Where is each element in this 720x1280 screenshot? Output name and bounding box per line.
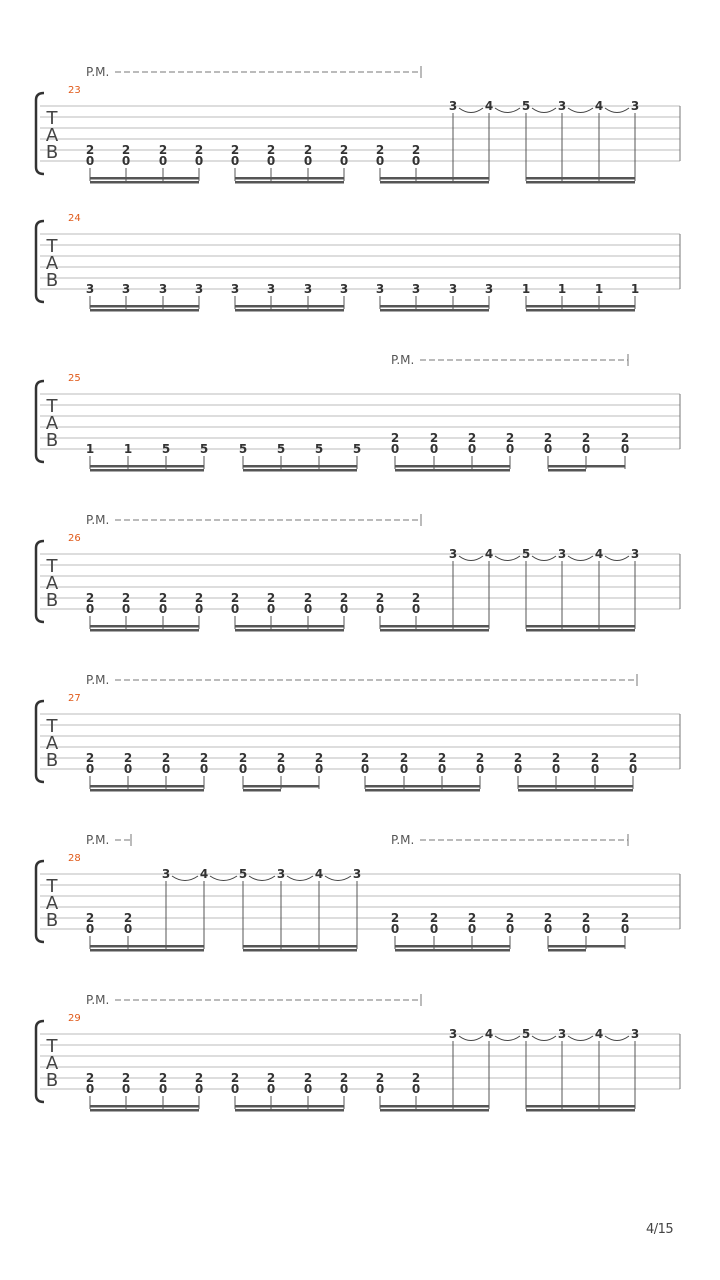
fret-number: 2 xyxy=(551,751,561,765)
fret-number: 3 xyxy=(630,99,640,113)
fret-number: 0 xyxy=(194,602,204,616)
staff-system-25 xyxy=(36,353,680,472)
beam xyxy=(90,1109,199,1112)
tab-letter-b: B xyxy=(45,1070,59,1091)
fret-number: 0 xyxy=(266,602,276,616)
beam xyxy=(380,181,489,184)
fret-number: 2 xyxy=(238,751,248,765)
fret-number: 0 xyxy=(303,602,313,616)
fret-number: 2 xyxy=(620,911,630,925)
measure-number: 27 xyxy=(68,693,81,704)
fret-number: 4 xyxy=(484,547,494,561)
fret-number: 0 xyxy=(375,1082,385,1096)
fret-number: 0 xyxy=(411,602,421,616)
beam xyxy=(380,305,489,308)
slur xyxy=(495,108,520,113)
tab-letter-b: B xyxy=(45,750,59,771)
tab-letter-a: A xyxy=(45,733,59,754)
fret-number: 2 xyxy=(85,591,95,605)
fret-number: 2 xyxy=(620,431,630,445)
fret-number: 2 xyxy=(581,431,591,445)
beam xyxy=(235,305,344,308)
page-number: 4/15 xyxy=(646,1222,674,1237)
beam xyxy=(526,1109,635,1112)
fret-number: 5 xyxy=(521,1027,531,1041)
fret-number: 3 xyxy=(375,282,385,296)
fret-number: 2 xyxy=(303,143,313,157)
fret-number: 0 xyxy=(276,762,286,776)
beam xyxy=(548,949,586,952)
fret-number: 0 xyxy=(620,442,630,456)
fret-number: 0 xyxy=(230,1082,240,1096)
beam xyxy=(380,1109,489,1112)
tab-letter-t: T xyxy=(46,108,58,129)
fret-number: 0 xyxy=(123,762,133,776)
beam xyxy=(395,465,510,468)
beam xyxy=(548,945,586,948)
beam xyxy=(526,1105,635,1108)
fret-number: 1 xyxy=(123,442,133,456)
tab-letter-t: T xyxy=(46,556,58,577)
fret-number: 0 xyxy=(121,602,131,616)
fret-number: 2 xyxy=(339,1071,349,1085)
fret-number: 0 xyxy=(303,1082,313,1096)
beam xyxy=(526,309,635,312)
fret-number: 2 xyxy=(85,751,95,765)
slur xyxy=(287,876,313,881)
fret-number: 0 xyxy=(303,154,313,168)
fret-number: 0 xyxy=(199,762,209,776)
beam xyxy=(235,177,344,180)
measure-number: 28 xyxy=(68,853,81,864)
palm-mute-label: P.M. xyxy=(391,353,415,367)
slur xyxy=(605,108,629,113)
fret-number: 0 xyxy=(161,762,171,776)
beam xyxy=(548,465,586,468)
palm-mute-label: P.M. xyxy=(86,673,110,687)
fret-number: 3 xyxy=(158,282,168,296)
fret-number: 2 xyxy=(628,751,638,765)
fret-number: 0 xyxy=(375,602,385,616)
fret-number: 0 xyxy=(411,1082,421,1096)
fret-number: 2 xyxy=(375,591,385,605)
beam xyxy=(90,949,204,952)
beam xyxy=(380,625,489,628)
fret-number: 0 xyxy=(238,762,248,776)
fret-number: 2 xyxy=(266,1071,276,1085)
fret-number: 2 xyxy=(230,143,240,157)
fret-number: 2 xyxy=(429,911,439,925)
fret-number: 2 xyxy=(314,751,324,765)
beam xyxy=(395,949,510,952)
fret-number: 0 xyxy=(123,922,133,936)
fret-number: 0 xyxy=(399,762,409,776)
fret-number: 4 xyxy=(484,1027,494,1041)
staff-bracket xyxy=(36,221,44,302)
fret-number: 0 xyxy=(360,762,370,776)
tab-letter-a: A xyxy=(45,413,59,434)
tab-letter-a: A xyxy=(45,573,59,594)
fret-number: 3 xyxy=(339,282,349,296)
beam xyxy=(380,309,489,312)
beam xyxy=(90,785,204,788)
measure-number: 26 xyxy=(68,533,81,544)
fret-number: 3 xyxy=(630,547,640,561)
fret-number: 2 xyxy=(158,1071,168,1085)
fret-number: 2 xyxy=(199,751,209,765)
staff-system-29 xyxy=(36,993,680,1112)
fret-number: 0 xyxy=(505,442,515,456)
beam xyxy=(526,181,635,184)
fret-number: 2 xyxy=(543,911,553,925)
fret-number: 2 xyxy=(467,431,477,445)
fret-number: 1 xyxy=(521,282,531,296)
fret-number: 3 xyxy=(194,282,204,296)
fret-number: 0 xyxy=(375,154,385,168)
fret-number: 0 xyxy=(437,762,447,776)
fret-number: 0 xyxy=(620,922,630,936)
slur xyxy=(325,876,351,881)
staff-system-27 xyxy=(36,673,680,792)
beam xyxy=(380,177,489,180)
fret-number: 2 xyxy=(339,591,349,605)
fret-number: 4 xyxy=(594,99,604,113)
measure-number: 24 xyxy=(68,213,81,224)
fret-number: 2 xyxy=(161,751,171,765)
fret-number: 2 xyxy=(437,751,447,765)
beam xyxy=(90,177,199,180)
fret-number: 2 xyxy=(399,751,409,765)
slur xyxy=(459,1036,483,1041)
fret-number: 0 xyxy=(411,154,421,168)
fret-number: 2 xyxy=(85,1071,95,1085)
fret-number: 3 xyxy=(484,282,494,296)
fret-number: 2 xyxy=(475,751,485,765)
staff-system-28 xyxy=(36,833,680,952)
tab-letter-a: A xyxy=(45,893,59,914)
fret-number: 2 xyxy=(85,911,95,925)
fret-number: 0 xyxy=(581,922,591,936)
fret-number: 3 xyxy=(448,99,458,113)
beam xyxy=(380,629,489,632)
fret-number: 0 xyxy=(85,1082,95,1096)
fret-number: 2 xyxy=(123,911,133,925)
fret-number: 1 xyxy=(85,442,95,456)
beam xyxy=(235,181,344,184)
fret-number: 2 xyxy=(411,143,421,157)
fret-number: 0 xyxy=(339,602,349,616)
fret-number: 2 xyxy=(467,911,477,925)
slur xyxy=(532,1036,556,1041)
fret-number: 2 xyxy=(303,591,313,605)
tab-letter-b: B xyxy=(45,430,59,451)
palm-mute-label: P.M. xyxy=(86,993,110,1007)
fret-number: 4 xyxy=(199,867,209,881)
fret-number: 5 xyxy=(238,867,248,881)
fret-number: 0 xyxy=(266,154,276,168)
fret-number: 3 xyxy=(85,282,95,296)
fret-number: 2 xyxy=(339,143,349,157)
fret-number: 0 xyxy=(266,1082,276,1096)
fret-number: 5 xyxy=(521,99,531,113)
beam xyxy=(243,945,357,948)
staff-bracket xyxy=(36,701,44,782)
fret-number: 0 xyxy=(581,442,591,456)
tab-letter-a: A xyxy=(45,253,59,274)
tab-letter-t: T xyxy=(46,716,58,737)
fret-number: 2 xyxy=(230,1071,240,1085)
fret-number: 2 xyxy=(266,591,276,605)
measure-number: 25 xyxy=(68,373,81,384)
fret-number: 2 xyxy=(194,1071,204,1085)
beam xyxy=(281,785,319,788)
palm-mute-label: P.M. xyxy=(86,513,110,527)
fret-number: 0 xyxy=(85,154,95,168)
fret-number: 2 xyxy=(429,431,439,445)
slur xyxy=(605,1036,629,1041)
fret-number: 0 xyxy=(551,762,561,776)
fret-number: 1 xyxy=(557,282,567,296)
fret-number: 1 xyxy=(594,282,604,296)
fret-number: 2 xyxy=(158,591,168,605)
fret-number: 2 xyxy=(505,431,515,445)
beam xyxy=(395,945,510,948)
fret-number: 4 xyxy=(594,547,604,561)
beam xyxy=(90,181,199,184)
slur xyxy=(568,108,593,113)
measure-number: 29 xyxy=(68,1013,81,1024)
fret-number: 2 xyxy=(230,591,240,605)
fret-number: 3 xyxy=(557,547,567,561)
fret-number: 2 xyxy=(85,143,95,157)
beam xyxy=(90,789,204,792)
beam xyxy=(365,789,480,792)
fret-number: 2 xyxy=(581,911,591,925)
fret-number: 2 xyxy=(543,431,553,445)
fret-number: 0 xyxy=(390,442,400,456)
beam xyxy=(243,785,281,788)
fret-number: 0 xyxy=(628,762,638,776)
fret-number: 3 xyxy=(352,867,362,881)
fret-number: 2 xyxy=(375,1071,385,1085)
beam xyxy=(526,305,635,308)
fret-number: 3 xyxy=(448,1027,458,1041)
fret-number: 2 xyxy=(266,143,276,157)
beam xyxy=(235,309,344,312)
tab-letter-t: T xyxy=(46,876,58,897)
staff-system-26 xyxy=(36,513,680,632)
beam xyxy=(243,465,357,468)
fret-number: 2 xyxy=(121,591,131,605)
fret-number: 2 xyxy=(121,1071,131,1085)
fret-number: 0 xyxy=(590,762,600,776)
fret-number: 0 xyxy=(230,602,240,616)
beam xyxy=(90,629,199,632)
fret-number: 0 xyxy=(121,154,131,168)
fret-number: 2 xyxy=(121,143,131,157)
tab-letter-t: T xyxy=(46,1036,58,1057)
beam xyxy=(235,1109,344,1112)
beam xyxy=(548,469,586,472)
fret-number: 5 xyxy=(314,442,324,456)
beam xyxy=(395,469,510,472)
beam xyxy=(586,465,625,468)
beam xyxy=(90,469,204,472)
beam xyxy=(90,309,199,312)
fret-number: 4 xyxy=(484,99,494,113)
fret-number: 0 xyxy=(158,154,168,168)
fret-number: 0 xyxy=(543,922,553,936)
fret-number: 2 xyxy=(513,751,523,765)
slur xyxy=(459,556,483,561)
beam xyxy=(90,305,199,308)
tab-letter-b: B xyxy=(45,142,59,163)
fret-number: 0 xyxy=(513,762,523,776)
tab-letter-t: T xyxy=(46,236,58,257)
palm-mute-label: P.M. xyxy=(86,65,110,79)
tab-letter-a: A xyxy=(45,1053,59,1074)
staff-bracket xyxy=(36,861,44,942)
fret-number: 3 xyxy=(303,282,313,296)
fret-number: 3 xyxy=(448,282,458,296)
fret-number: 2 xyxy=(276,751,286,765)
slur xyxy=(532,108,556,113)
beam xyxy=(235,1105,344,1108)
fret-number: 2 xyxy=(194,143,204,157)
slur xyxy=(568,1036,593,1041)
fret-number: 0 xyxy=(339,1082,349,1096)
staff-system-23 xyxy=(36,65,680,184)
fret-number: 0 xyxy=(194,154,204,168)
slur xyxy=(172,876,198,881)
fret-number: 3 xyxy=(121,282,131,296)
slur xyxy=(605,556,629,561)
beam xyxy=(90,625,199,628)
fret-number: 3 xyxy=(161,867,171,881)
slur xyxy=(532,556,556,561)
fret-number: 2 xyxy=(158,143,168,157)
fret-number: 2 xyxy=(194,591,204,605)
beam xyxy=(243,469,357,472)
tab-letter-b: B xyxy=(45,910,59,931)
fret-number: 4 xyxy=(314,867,324,881)
fret-number: 5 xyxy=(199,442,209,456)
beam xyxy=(243,949,357,952)
fret-number: 3 xyxy=(557,1027,567,1041)
fret-number: 0 xyxy=(505,922,515,936)
beam xyxy=(90,465,204,468)
beam xyxy=(235,625,344,628)
fret-number: 0 xyxy=(543,442,553,456)
fret-number: 0 xyxy=(158,602,168,616)
staff-bracket xyxy=(36,93,44,174)
fret-number: 2 xyxy=(303,1071,313,1085)
fret-number: 2 xyxy=(390,431,400,445)
tab-letter-a: A xyxy=(45,125,59,146)
fret-number: 5 xyxy=(352,442,362,456)
tab-letter-b: B xyxy=(45,270,59,291)
fret-number: 0 xyxy=(390,922,400,936)
fret-number: 0 xyxy=(85,602,95,616)
fret-number: 0 xyxy=(467,442,477,456)
staff-bracket xyxy=(36,541,44,622)
fret-number: 2 xyxy=(411,1071,421,1085)
fret-number: 2 xyxy=(411,591,421,605)
fret-number: 3 xyxy=(266,282,276,296)
beam xyxy=(365,785,480,788)
beam xyxy=(518,789,633,792)
tab-letter-b: B xyxy=(45,590,59,611)
staff-system-24 xyxy=(36,213,680,312)
fret-number: 0 xyxy=(314,762,324,776)
fret-number: 2 xyxy=(360,751,370,765)
fret-number: 2 xyxy=(123,751,133,765)
fret-number: 5 xyxy=(161,442,171,456)
fret-number: 0 xyxy=(121,1082,131,1096)
fret-number: 2 xyxy=(390,911,400,925)
fret-number: 0 xyxy=(158,1082,168,1096)
fret-number: 0 xyxy=(85,922,95,936)
fret-number: 0 xyxy=(230,154,240,168)
beam xyxy=(90,1105,199,1108)
fret-number: 1 xyxy=(630,282,640,296)
slur xyxy=(249,876,275,881)
fret-number: 2 xyxy=(505,911,515,925)
slur xyxy=(495,556,520,561)
fret-number: 5 xyxy=(521,547,531,561)
fret-number: 3 xyxy=(230,282,240,296)
fret-number: 4 xyxy=(594,1027,604,1041)
fret-number: 5 xyxy=(276,442,286,456)
tab-letter-t: T xyxy=(46,396,58,417)
fret-number: 0 xyxy=(475,762,485,776)
beam xyxy=(526,625,635,628)
fret-number: 0 xyxy=(194,1082,204,1096)
fret-number: 3 xyxy=(276,867,286,881)
fret-number: 0 xyxy=(339,154,349,168)
fret-number: 0 xyxy=(467,922,477,936)
fret-number: 3 xyxy=(630,1027,640,1041)
beam xyxy=(526,629,635,632)
beam xyxy=(380,1105,489,1108)
beam xyxy=(90,945,204,948)
slur xyxy=(210,876,237,881)
fret-number: 2 xyxy=(375,143,385,157)
fret-number: 5 xyxy=(238,442,248,456)
fret-number: 2 xyxy=(590,751,600,765)
beam xyxy=(518,785,633,788)
fret-number: 0 xyxy=(85,762,95,776)
fret-number: 0 xyxy=(429,442,439,456)
staff-bracket xyxy=(36,381,44,462)
fret-number: 3 xyxy=(411,282,421,296)
slur xyxy=(495,1036,520,1041)
beam xyxy=(586,945,625,948)
palm-mute-label: P.M. xyxy=(391,833,415,847)
measure-number: 23 xyxy=(68,85,81,96)
fret-number: 3 xyxy=(557,99,567,113)
beam xyxy=(526,177,635,180)
palm-mute-label: P.M. xyxy=(86,833,110,847)
staff-bracket xyxy=(36,1021,44,1102)
slur xyxy=(568,556,593,561)
beam xyxy=(235,629,344,632)
fret-number: 3 xyxy=(448,547,458,561)
beam xyxy=(243,789,281,792)
fret-number: 0 xyxy=(429,922,439,936)
slur xyxy=(459,108,483,113)
